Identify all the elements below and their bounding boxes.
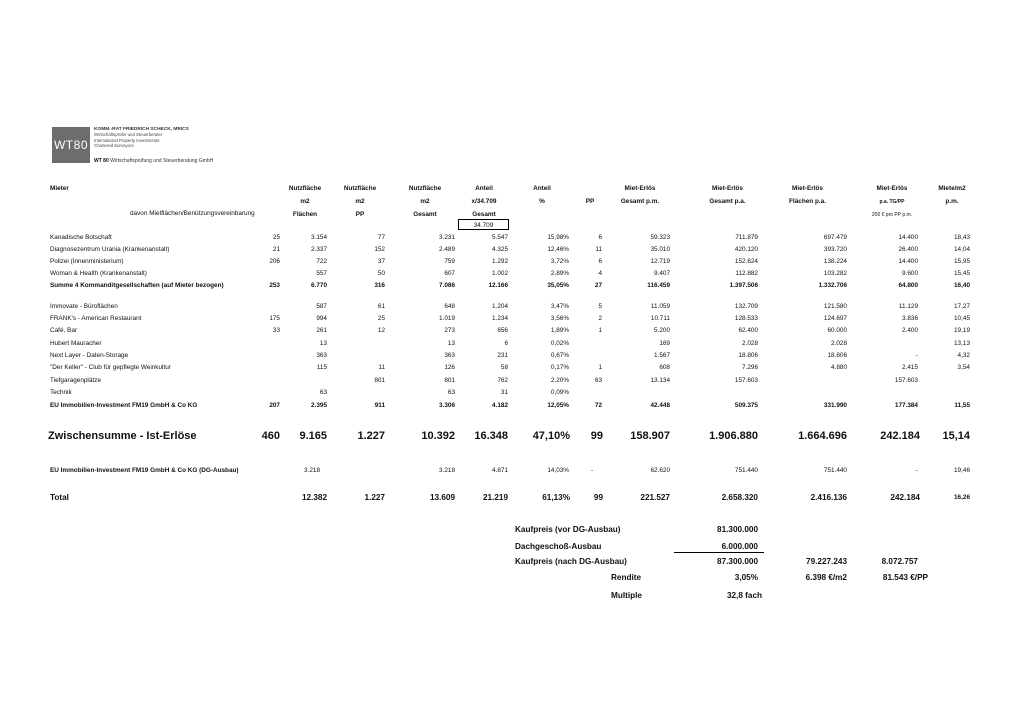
tenant-cell-g: 363 (444, 352, 455, 359)
dg-prozent: 14,03% (547, 467, 569, 474)
tenant-cell-tg: - (915, 352, 918, 359)
header-davon: davon Mietflächen/Benützungsvereinbarung (130, 210, 255, 217)
tenant-cell-p: 2,20% (550, 377, 569, 384)
tenant-cell-x: 656 (497, 327, 508, 334)
tenant-cell-m2: 4,32 (957, 352, 970, 359)
rendite-flaechen: 6.398 €/m2 (805, 573, 847, 582)
tenant-cell-n: 72 (594, 402, 602, 409)
tenant-name: Next Layer - Daten-Storage (50, 352, 129, 359)
tenant-cell-n: 2 (598, 315, 602, 322)
header-me3-sub: Flächen p.a. (789, 198, 826, 205)
company-logo: WT80 (52, 127, 90, 163)
dg-pa: 751.440 (734, 467, 758, 474)
tenant-cell-pm: 59.323 (650, 234, 670, 241)
tenant-cell-g: 759 (444, 258, 455, 265)
tenant-name: Tiefgaragenplätze (50, 377, 101, 384)
tenant-cell-g: 607 (444, 270, 455, 277)
tenant-cell-tg: 14.400 (898, 258, 918, 265)
tenant-cell-g: 273 (444, 327, 455, 334)
zwischen-gesamt: 10.392 (421, 430, 455, 442)
firm-info (94, 127, 189, 148)
tenant-cell-pp: 50 (377, 270, 385, 277)
tenant-name: EU Immobilien-Investment FM19 GmbH & Co KG (50, 402, 198, 409)
tenant-cell-m2: 14,04 (954, 246, 970, 253)
kp-vor-label: Kaufpreis (vor DG-Ausbau) (515, 525, 621, 534)
firm-line: International Property Investments (94, 137, 160, 143)
zwischen-pa: 1.906.880 (709, 430, 758, 442)
tenant-cell-pa: 112.882 (735, 270, 758, 277)
tenant-cell-pp: 316 (374, 282, 385, 289)
dg-ausbau-label: Dachgeschoß-Ausbau (515, 542, 602, 551)
tenant-cell-pp: 12 (377, 327, 385, 334)
zwischen-pp: 1.227 (357, 430, 385, 442)
tenant-cell-tg: 26.400 (898, 246, 918, 253)
tenant-cell-m2: 13,13 (954, 340, 970, 347)
tenant-cell-tg: 177.384 (894, 402, 918, 409)
tenant-cell-pp: 37 (377, 258, 385, 265)
tenant-cell-m2: 19,19 (954, 327, 970, 334)
tenant-cell-f: 994 (316, 315, 327, 322)
tenant-name: Woman & Health (Krankenanstalt) (50, 270, 147, 277)
tenant-cell-g: 648 (444, 303, 455, 310)
tenant-cell-d: 207 (269, 402, 280, 409)
tenant-cell-d: 33 (272, 327, 280, 334)
tenant-cell-p: 0,09% (550, 389, 569, 396)
header-mieter: Mieter (50, 185, 69, 192)
tenant-cell-x: 4.182 (492, 402, 508, 409)
tenant-cell-p: 2,89% (550, 270, 569, 277)
tenant-cell-x: 4.325 (492, 246, 508, 253)
tenant-cell-tg: 11.129 (898, 303, 918, 310)
tenant-cell-pa: 711.879 (735, 234, 758, 241)
multiple-value: 32,8 fach (726, 591, 762, 600)
header-anteil1-sub: Gesamt (472, 211, 496, 218)
tenant-cell-pm: 116.459 (647, 282, 670, 289)
tenant-cell-n: 6 (598, 234, 602, 241)
tenant-cell-n: 1 (598, 327, 602, 334)
header-mpm-sub: p.m. (945, 198, 959, 205)
tenant-cell-pa: 7.296 (742, 364, 758, 371)
multiple-label: Multiple (611, 591, 642, 600)
dg-anteil: 4.871 (492, 467, 508, 474)
zwischen-flaechen: 9.165 (299, 430, 327, 442)
tenant-cell-d: 25 (272, 234, 280, 241)
header-nf2: Nutzfläche (343, 185, 377, 192)
tenant-cell-pm: 35.010 (650, 246, 670, 253)
tenant-cell-m2: 15,95 (954, 258, 970, 265)
tenant-cell-f: 261 (316, 327, 327, 334)
tenant-cell-x: 58 (500, 364, 508, 371)
total-m2: 16,26 (954, 494, 970, 501)
zwischen-pm: 158.907 (630, 430, 670, 442)
tenant-cell-tg: 64.800 (898, 282, 918, 289)
tenant-cell-n: 1 (598, 364, 602, 371)
header-nf3: Nutzfläche (408, 185, 442, 192)
tenant-cell-pa: 420.120 (734, 246, 758, 253)
tenant-cell-pm: 11.059 (650, 303, 670, 310)
tenant-cell-x: 231 (497, 352, 508, 359)
tenant-cell-f: 3.154 (311, 234, 327, 241)
reference-box: 34.709 (458, 219, 509, 230)
tenant-cell-m2: 18,43 (954, 234, 970, 241)
tenant-cell-p: 1,89% (550, 327, 569, 334)
zwischen-prozent: 47,10% (532, 430, 570, 442)
sum-underline (674, 552, 764, 553)
tenant-cell-p: 0,67% (550, 352, 569, 359)
firm-line: Wirtschaftsprüfer und Steuerberater (94, 132, 163, 138)
firm-subline-bold: WT 80 (94, 158, 109, 164)
tenant-cell-tg: 9.600 (902, 270, 918, 277)
tenant-cell-pm: 9.407 (654, 270, 670, 277)
header-nf2-unit: m2 (355, 198, 365, 205)
kp-nach-label: Kaufpreis (nach DG-Ausbau) (515, 557, 627, 566)
zwischen-m2: 15,14 (942, 430, 970, 442)
tenant-cell-f: 722 (316, 258, 327, 265)
total-ppn: 99 (593, 493, 603, 502)
firm-subline (94, 158, 213, 164)
tenant-cell-g: 2.489 (439, 246, 455, 253)
header-me3: Miet-Erlös (792, 185, 823, 192)
header-nf2-sub: PP (355, 211, 365, 218)
total-anteil: 21.219 (482, 493, 508, 502)
tenant-name: "Der Keller" - Club für gepflegte Weinkultur (50, 364, 171, 371)
tenant-cell-g: 63 (447, 389, 455, 396)
tenant-cell-p: 12,05% (547, 402, 569, 409)
tenant-cell-n: 4 (598, 270, 602, 277)
total-pp: 1.227 (364, 493, 385, 502)
total-prozent: 61,13% (542, 493, 570, 502)
header-me2-sub: Gesamt p.a. (709, 198, 746, 205)
tenant-cell-fpa: 393.720 (823, 246, 847, 253)
rendite-value: 3,05% (734, 573, 758, 582)
tenant-cell-d: 253 (269, 282, 280, 289)
tenant-cell-f: 2.395 (311, 402, 327, 409)
tenant-name: FRANK's - American Restaurant (50, 315, 142, 322)
tenant-name: Diagnosezentrum Urania (Krankenanstalt) (50, 246, 170, 253)
header-pp: PP (585, 198, 595, 205)
tenant-cell-p: 12,46% (547, 246, 569, 253)
dg-fpa: 751.440 (823, 467, 847, 474)
header-nf1-unit: m2 (300, 198, 310, 205)
rendite-tg: 81.543 €/PP (882, 573, 928, 582)
tenant-cell-x: 31 (500, 389, 508, 396)
tenant-cell-pm: 12.719 (650, 258, 670, 265)
header-me4: Miet-Erlös (876, 185, 908, 192)
tenant-cell-f: 587 (316, 303, 327, 310)
firm-name: KOMM.-RAT FRIEDRICH SCHECK, MRICS (94, 127, 189, 132)
tenant-cell-fpa: 1.332.706 (818, 282, 847, 289)
tenant-cell-pp: 25 (377, 315, 385, 322)
tenant-cell-f: 557 (316, 270, 327, 277)
header-me2: Miet-Erlös (712, 185, 743, 192)
zwischen-ppn: 99 (590, 430, 603, 442)
tenant-name: Café, Bar (50, 327, 77, 334)
tenant-cell-pa: 132.709 (734, 303, 758, 310)
tenant-cell-n: 5 (598, 303, 602, 310)
tenant-cell-f: 63 (319, 389, 327, 396)
tenant-cell-tg: 157.603 (894, 377, 918, 384)
tenant-cell-f: 2.337 (311, 246, 327, 253)
total-label: Total (50, 493, 69, 502)
tenant-cell-p: 35,05% (547, 282, 569, 289)
tenant-cell-pa: 152.624 (734, 258, 758, 265)
tenant-cell-pa: 1.397.506 (729, 282, 758, 289)
firm-line: Chartered Surveyors (94, 142, 134, 148)
tenant-cell-pa: 2.028 (742, 340, 758, 347)
tenant-cell-p: 3,72% (550, 258, 569, 265)
tenant-cell-p: 0,02% (550, 340, 569, 347)
tenant-cell-fpa: 121.580 (823, 303, 847, 310)
tenant-cell-fpa: 60.000 (827, 327, 847, 334)
tenant-cell-g: 126 (444, 364, 455, 371)
tenant-cell-x: 1.292 (492, 258, 508, 265)
header-nf3-sub: Gesamt (413, 211, 437, 218)
tenant-cell-fpa: 4.880 (831, 364, 847, 371)
tenant-cell-x: 1.002 (492, 270, 508, 277)
total-tg: 242.184 (890, 493, 920, 502)
tenant-cell-d: 206 (269, 258, 280, 265)
tenant-cell-g: 801 (444, 377, 455, 384)
tenant-cell-x: 5.547 (492, 234, 508, 241)
total-flaechen: 12.382 (301, 493, 327, 502)
kp-vor-value: 81.300.000 (717, 525, 758, 534)
zwischen-tg: 242.184 (880, 430, 920, 442)
header-nf3-unit: m2 (420, 198, 430, 205)
tenant-name: Immovate - Büroflächen (50, 303, 118, 310)
tenant-cell-fpa: 18.806 (827, 352, 847, 359)
tenant-cell-pa: 128.533 (734, 315, 758, 322)
tenant-cell-m2: 11,55 (954, 402, 970, 409)
total-gesamt: 13.609 (429, 493, 455, 502)
tenant-cell-pp: 152 (374, 246, 385, 253)
header-anteil1: Anteil (475, 185, 493, 192)
zwischen-anteil: 16.348 (474, 430, 508, 442)
tenant-cell-pa: 157.603 (734, 377, 758, 384)
tenant-cell-pp: 801 (374, 377, 385, 384)
tenant-cell-tg: 3.836 (902, 315, 918, 322)
tenant-cell-p: 3,56% (550, 315, 569, 322)
tenant-cell-pm: 13.134 (650, 377, 670, 384)
header-me1-sub: Gesamt p.m. (620, 198, 660, 205)
tenant-cell-pa: 62.400 (738, 327, 758, 334)
tenant-cell-f: 363 (316, 352, 327, 359)
header-me4-note: 200 € pro PP p.m. (871, 212, 913, 218)
tenant-name: Hubert Mauracher (50, 340, 102, 347)
tenant-cell-pp: 911 (374, 402, 385, 409)
header-mpm: Miete/m2 (938, 185, 966, 192)
tenant-cell-m2: 17,27 (954, 303, 970, 310)
tenant-cell-m2: 15,45 (954, 270, 970, 277)
tenant-cell-n: 11 (595, 246, 602, 253)
zwischen-label: Zwischensumme - Ist-Erlöse (48, 430, 197, 442)
tenant-cell-x: 1.204 (492, 303, 508, 310)
tenant-cell-n: 27 (594, 282, 602, 289)
tenant-cell-x: 6 (504, 340, 508, 347)
header-me4-sub: p.a. TG/PP (879, 199, 905, 205)
tenant-cell-g: 1.019 (439, 315, 455, 322)
tenant-cell-pa: 18.806 (738, 352, 758, 359)
tenant-cell-g: 3.231 (439, 234, 455, 241)
tenant-cell-tg: 2.400 (902, 327, 918, 334)
tenant-cell-pa: 509.375 (734, 402, 758, 409)
tenant-cell-fpa: 138.224 (823, 258, 847, 265)
header-nf1-sub: Flächen (292, 211, 318, 218)
tenant-cell-pp: 77 (377, 234, 385, 241)
tenant-name: Summe 4 Kommanditgesellschaften (auf Mieter bezogen) (50, 282, 224, 289)
tenant-cell-fpa: 697.479 (823, 234, 847, 241)
tenant-cell-pm: 42.448 (650, 402, 670, 409)
header-anteil2-unit: % (539, 198, 545, 205)
tenant-cell-n: 63 (594, 377, 602, 384)
tenant-cell-fpa: 103.282 (823, 270, 847, 277)
header-anteil1-unit: x/34.709 (471, 198, 497, 205)
tenant-cell-pm: 10.711 (650, 315, 670, 322)
header-anteil2: Anteil (533, 185, 551, 192)
header-nf1: Nutzfläche (288, 185, 322, 192)
tenant-cell-pm: 1.567 (654, 352, 670, 359)
rendite-label: Rendite (611, 573, 642, 582)
tenant-name: Technik (50, 389, 72, 396)
tenant-cell-p: 15,98% (547, 234, 569, 241)
kp-nach-tg: 8.072.757 (881, 557, 918, 566)
tenant-cell-pm: 608 (659, 364, 670, 371)
dg-gesamt: 3.218 (439, 467, 455, 474)
tenant-cell-pm: 5.200 (654, 327, 670, 334)
firm-subline-text: Wirtschaftsprüfung und Steuerberatung GmbH (110, 158, 214, 164)
tenant-cell-pp: 11 (378, 364, 385, 371)
tenant-cell-fpa: 124.697 (823, 315, 847, 322)
tenant-cell-n: 6 (598, 258, 602, 265)
tenant-cell-pm: 169 (659, 340, 670, 347)
header-me1: Miet-Erlös (624, 185, 656, 192)
total-fpa: 2.416.136 (810, 493, 847, 502)
tenant-cell-g: 7.086 (439, 282, 455, 289)
dg-pm: 62.620 (650, 467, 670, 474)
zwischen-davon: 460 (261, 430, 280, 442)
tenant-cell-p: 0,17% (550, 364, 569, 371)
dg-flaechen: 3.218 (304, 467, 320, 474)
tenant-cell-d: 175 (269, 315, 280, 322)
dg-label: EU Immobilien-Investment FM19 GmbH & Co KG (DG-Ausbau) (50, 467, 239, 474)
tenant-cell-pp: 61 (377, 303, 385, 310)
tenant-cell-m2: 16,40 (954, 282, 970, 289)
tenant-cell-g: 3.306 (439, 402, 455, 409)
tenant-cell-f: 6.770 (311, 282, 327, 289)
total-pa: 2.658.320 (721, 493, 758, 502)
tenant-cell-tg: 14.400 (898, 234, 918, 241)
tenant-cell-fpa: 2.028 (831, 340, 847, 347)
zwischen-fpa: 1.664.696 (798, 430, 847, 442)
tenant-cell-f: 13 (319, 340, 327, 347)
tenant-cell-g: 13 (447, 340, 455, 347)
tenant-cell-tg: 2.415 (902, 364, 918, 371)
dg-m2: 19,46 (954, 467, 970, 474)
dg-ausbau-value: 6.000.000 (721, 542, 758, 551)
tenant-cell-x: 12.166 (488, 282, 508, 289)
tenant-cell-f: 115 (316, 364, 327, 371)
tenant-name: Kanadische Botschaft (50, 234, 112, 241)
tenant-cell-m2: 10,45 (954, 315, 970, 322)
tenant-cell-fpa: 331.990 (823, 402, 847, 409)
dg-tg: - (915, 467, 918, 474)
tenant-cell-p: 3,47% (550, 303, 569, 310)
tenant-cell-x: 762 (497, 377, 508, 384)
tenant-cell-d: 21 (272, 246, 280, 253)
kp-nach-value: 87.300.000 (717, 557, 758, 566)
tenant-name: Polizei (Innenministerium) (50, 258, 124, 265)
tenant-cell-x: 1.234 (492, 315, 508, 322)
dg-ppn: - (591, 467, 594, 474)
kp-nach-flaechen: 79.227.243 (806, 557, 847, 566)
tenant-cell-m2: 3,54 (957, 364, 970, 371)
total-pm: 221.527 (640, 493, 670, 502)
